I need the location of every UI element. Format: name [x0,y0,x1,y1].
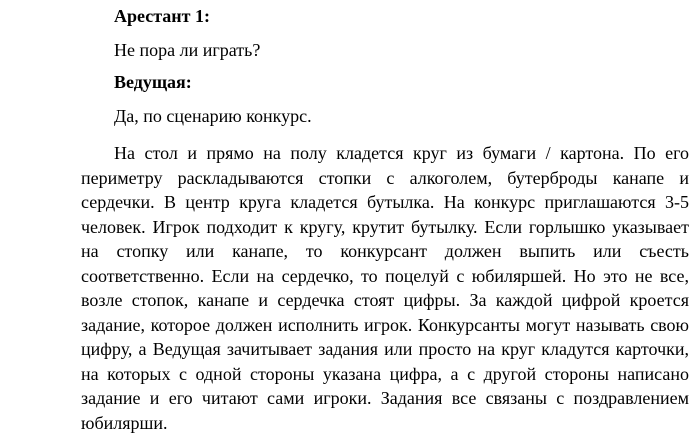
paragraph-line: человек. Игрок подходит к кругу, крутит бутылку. Если горлышко указывает [81,215,689,240]
paragraph-line: на которых с одной стороны указана цифра, а с другой стороны написано [81,362,689,387]
paragraph-line: периметру раскладываются стопки с алкоголем, бутерброды канапе и [81,166,689,191]
paragraph-line: возле стопок, канапе и сердечка стоят цифры. За каждой цифрой кроется [81,288,689,313]
paragraph-line: На стол и прямо на полу кладется круг из бумаги / картона. По его [81,141,689,166]
paragraph-line: соответственно. Если на сердечко, то поцелуй с юбиляршей. Но это не все, [81,264,689,289]
paragraph-line: задание, которое должен исполнить игрок. Конкурсанты могут называть свою [81,313,689,338]
paragraph-line: сердечки. В центр круга кладется бутылка. На конкурс приглашаются 3-5 [81,190,689,215]
paragraph-line: задание и его читают сами игроки. Задания все связаны с поздравлением [81,386,689,411]
speaker-label-arrestant: Арестант 1: [114,5,210,27]
reply-text-2: Да, по сценарию конкурс. [114,105,312,127]
paragraph-line: юбилярши. [81,411,689,435]
paragraph-line: цифру, а Ведущая зачитывает задания или просто на круг кладутся карточки, [81,337,689,362]
speaker-label-host: Ведущая: [114,71,192,93]
paragraph-line: на стопку или канапе, то конкурсант должен выпить или съесть [81,239,689,264]
game-description-paragraph [81,141,689,435]
reply-text-1: Не пора ли играть? [114,39,260,61]
